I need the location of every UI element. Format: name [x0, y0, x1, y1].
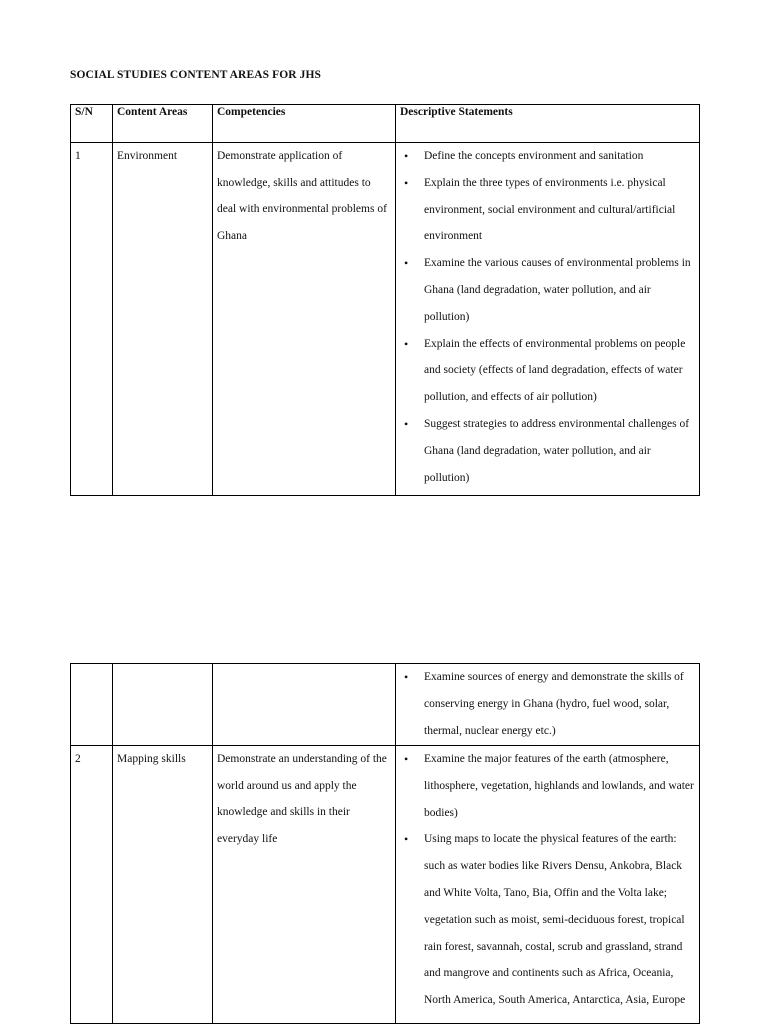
- sn-value: 2: [75, 753, 81, 765]
- content-area-value: Environment: [117, 150, 178, 162]
- table-row: [71, 664, 700, 746]
- header-sn: S/N: [71, 105, 113, 143]
- statement-item: • Explain the effects of environmental problems on people and society (effects of land degradation, effects of water pollution, and effects of air pollution): [420, 331, 695, 411]
- statement-list: [400, 143, 695, 491]
- statement-item: • Using maps to locate the physical features of the earth: such as water bodies like Rivers Densu, Ankobra, Black and White Volta, Tano, Bia, Offin and the Volta lake; vegetation such as moist, semi-deciduous forest, tropical rain forest, savannah, costal, scrub and grassland, strand and mangrove and continents such as Africa, Oceania, North America, South America, Antarctica, Asia, Europe: [420, 826, 695, 1014]
- statement-list: [400, 664, 695, 744]
- content-areas-table: [70, 104, 700, 496]
- cell-sn: [71, 746, 113, 1024]
- cell-statements: [396, 143, 700, 496]
- content-area-value: Mapping skills: [117, 753, 186, 765]
- header-competencies: Competencies: [213, 105, 396, 143]
- competency-value: Demonstrate application of knowledge, skills and attitudes to deal with environmental problems of Ghana: [217, 150, 387, 242]
- competency-value: Demonstrate an understanding of the world around us and apply the knowledge and skills in their everyday life: [217, 753, 387, 845]
- cell-sn: [71, 664, 113, 746]
- document-title: SOCIAL STUDIES CONTENT AREAS FOR JHS: [70, 69, 322, 81]
- statement-item: • Examine the major features of the earth (atmosphere, lithosphere, vegetation, highlands and lowlands, and water bodies): [420, 746, 695, 826]
- cell-competency: [213, 143, 396, 496]
- statement-item: • Suggest strategies to address environmental challenges of Ghana (land degradation, water pollution, and air pollution): [420, 411, 695, 491]
- cell-statements: [396, 664, 700, 746]
- cell-content-area: [113, 143, 213, 496]
- header-content-areas: Content Areas: [113, 105, 213, 143]
- statement-item: • Examine sources of energy and demonstrate the skills of conserving energy in Ghana (hydro, fuel wood, solar, thermal, nuclear energy etc.): [420, 664, 695, 744]
- table-row: [71, 746, 700, 1024]
- cell-content-area: [113, 664, 213, 746]
- sn-value: 1: [75, 150, 81, 162]
- cell-competency: [213, 746, 396, 1024]
- statement-item: • Explain the three types of environments i.e. physical environment, social environment and cultural/artificial environment: [420, 170, 695, 250]
- content-areas-table-continued: [70, 663, 700, 1024]
- statement-item: • Define the concepts environment and sanitation: [420, 143, 695, 170]
- table-header-row: [71, 105, 700, 143]
- header-descriptive-statements: Descriptive Statements: [396, 105, 700, 143]
- cell-statements: [396, 746, 700, 1024]
- statement-list: [400, 746, 695, 1014]
- table-row: [71, 143, 700, 496]
- statement-item: • Examine the various causes of environmental problems in Ghana (land degradation, water pollution, and air pollution): [420, 250, 695, 330]
- cell-competency: [213, 664, 396, 746]
- cell-sn: [71, 143, 113, 496]
- cell-content-area: [113, 746, 213, 1024]
